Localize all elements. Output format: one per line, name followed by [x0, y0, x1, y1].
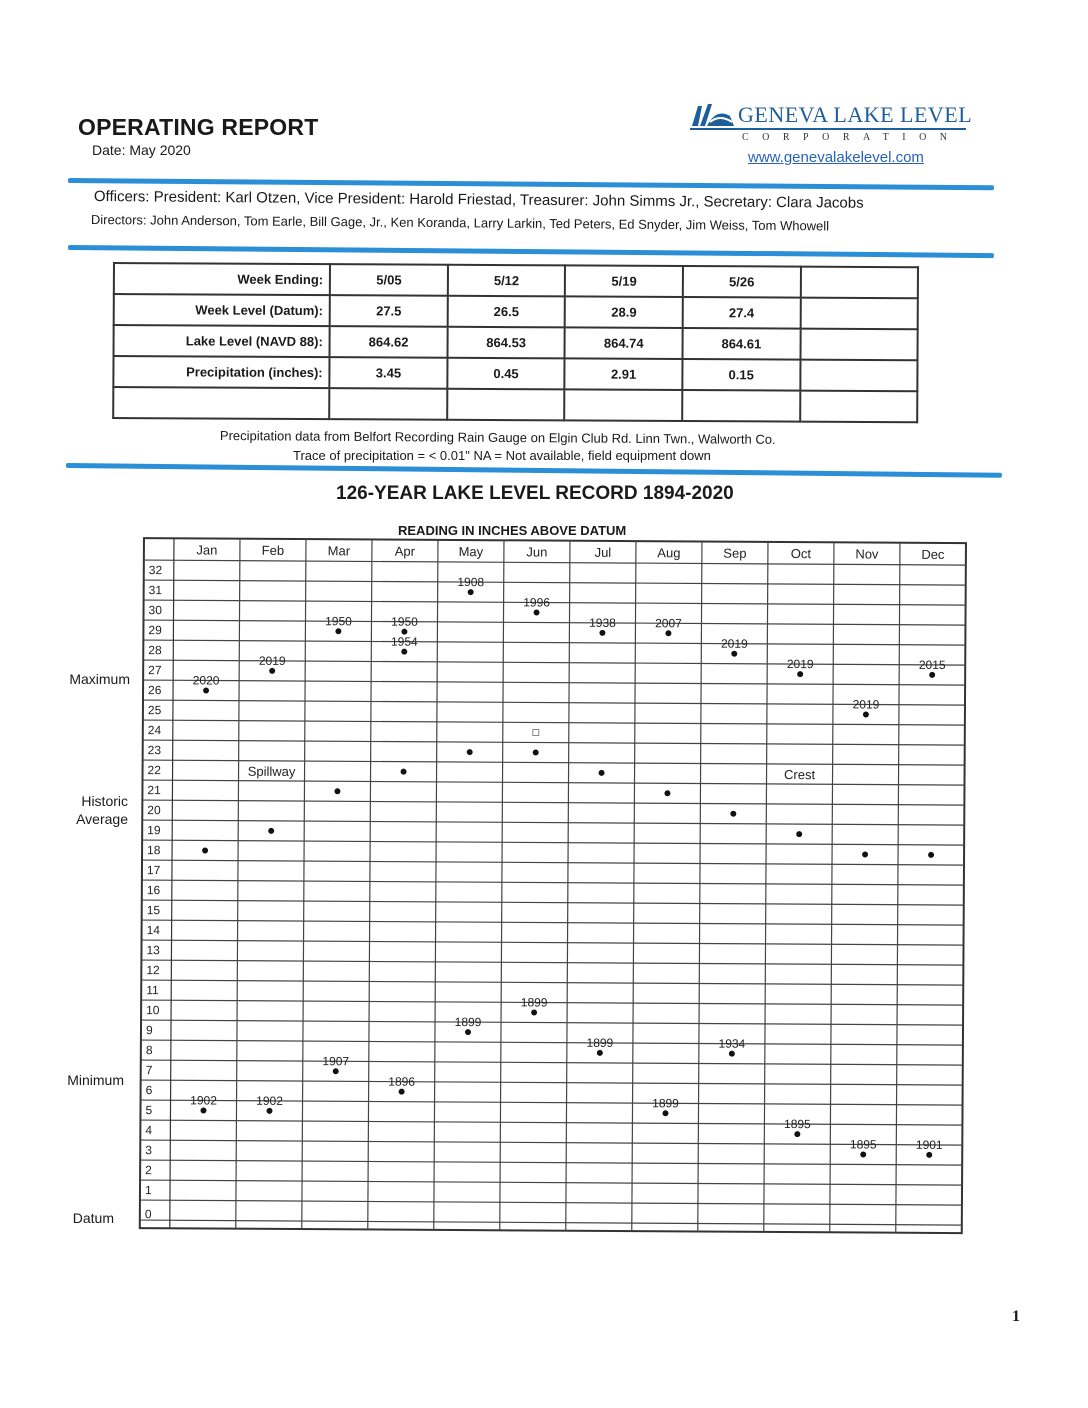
- weekly-cell: 864.61: [683, 328, 801, 360]
- grid-row-line: [141, 1020, 963, 1025]
- month-header: Nov: [855, 546, 879, 562]
- level-label: 28: [148, 643, 162, 658]
- level-label: 30: [148, 603, 162, 618]
- minimum-year-label: 1902: [256, 1093, 283, 1108]
- level-label: 12: [146, 963, 160, 978]
- grid-col-line: [500, 540, 504, 1230]
- minimum-year-label: 1899: [454, 1014, 482, 1030]
- grid-row-line: [144, 580, 966, 585]
- month-header: Apr: [394, 543, 416, 559]
- month-header: Mar: [327, 543, 351, 559]
- page-number: 1: [1012, 1308, 1020, 1325]
- level-label: 32: [148, 563, 163, 578]
- maximum-year-label: 2019: [852, 697, 880, 712]
- weekly-row-label: Precipitation (inches):: [113, 356, 329, 388]
- grid-row-line: [140, 1160, 962, 1165]
- weekly-row: [114, 325, 918, 360]
- grid-row-line: [141, 1080, 963, 1085]
- level-label: 10: [146, 1003, 160, 1018]
- grid-row-line: [140, 1140, 962, 1145]
- historic-average-dot: [268, 828, 274, 834]
- minimum-dot: [597, 1050, 603, 1056]
- grid-col-line: [632, 541, 636, 1231]
- level-label: 14: [146, 923, 160, 938]
- level-label: 5: [145, 1103, 153, 1118]
- minimum-year-label: 1899: [586, 1035, 614, 1050]
- divider-bottom: [66, 463, 1002, 478]
- minimum-dot: [399, 1089, 405, 1095]
- grid-row-line: [142, 940, 964, 945]
- weekly-row-label: Week Level (Datum):: [114, 294, 330, 326]
- level-label: 15: [146, 903, 161, 918]
- level-label: 11: [146, 983, 159, 998]
- current-reading-dot: [533, 749, 539, 755]
- weekly-cell: 0.45: [447, 358, 565, 390]
- level-label: 4: [145, 1123, 153, 1138]
- historic-average-dot: [401, 769, 407, 775]
- level-label: 29: [148, 623, 162, 638]
- grid-row-line: [143, 680, 965, 685]
- minimum-year-label: 1934: [718, 1036, 746, 1051]
- level-label: 22: [147, 763, 161, 778]
- maximum-year-label: 1938: [589, 615, 616, 630]
- weekly-cell: 864.74: [565, 327, 683, 359]
- maximum-dot: [665, 630, 671, 636]
- month-header: Jul: [594, 544, 612, 560]
- minimum-dot: [200, 1107, 206, 1113]
- lake-level-record-chart: [126, 536, 970, 1257]
- grid-row-line: [141, 980, 963, 985]
- weekly-cell: 5/05: [330, 264, 448, 296]
- grid-row-line: [142, 820, 964, 825]
- wave-logo-icon: [690, 102, 736, 128]
- month-header: Jan: [196, 542, 218, 558]
- weekly-cell: 864.62: [330, 326, 448, 358]
- grid-row-line: [143, 720, 965, 725]
- weekly-cell: 28.9: [565, 296, 683, 328]
- record-title: 126-YEAR LAKE LEVEL RECORD 1894-2020: [336, 483, 734, 504]
- grid-row-line: [141, 1000, 963, 1005]
- level-label: 20: [147, 803, 161, 818]
- weekly-cell: 27.4: [683, 297, 801, 329]
- month-header: Aug: [657, 545, 681, 561]
- level-label: 26: [148, 683, 162, 698]
- maximum-dot: [929, 672, 935, 678]
- maximum-year-label: 2007: [655, 616, 682, 631]
- maximum-year-label: 2020: [192, 673, 220, 688]
- level-label: 16: [146, 883, 161, 898]
- grid-row-line: [142, 900, 964, 905]
- current-reading-dot: [467, 749, 473, 755]
- month-header: May: [458, 544, 484, 560]
- level-label: 8: [145, 1043, 153, 1058]
- open-square-marker: [533, 729, 539, 735]
- annotation-label: Spillway: [247, 763, 296, 780]
- annotation-label: Crest: [783, 766, 816, 783]
- minimum-year-label: 1895: [784, 1117, 811, 1132]
- maximum-dot: [599, 630, 605, 636]
- weekly-cell: 5/19: [565, 265, 683, 297]
- grid-row-line: [143, 780, 965, 785]
- grid-row-line: [142, 860, 964, 865]
- weekly-cell: 27.5: [330, 295, 448, 327]
- logo-subtitle: CORPORATION: [742, 132, 961, 143]
- label-maximum: Maximum: [69, 671, 130, 687]
- minimum-dot: [794, 1131, 800, 1137]
- level-label: 1: [144, 1183, 152, 1198]
- page-title: OPERATING REPORT: [78, 114, 319, 140]
- minimum-dot: [266, 1108, 272, 1114]
- weekly-cell: [800, 391, 918, 423]
- maximum-dot: [401, 629, 407, 635]
- maximum-dot: [797, 671, 803, 677]
- logo-divider: [690, 128, 966, 130]
- historic-average-dot: [664, 790, 670, 796]
- historic-average-dot: [730, 811, 736, 817]
- grid-col-line: [302, 539, 306, 1229]
- label-datum: Datum: [72, 1210, 114, 1226]
- maximum-year-label: 1950: [325, 614, 352, 629]
- grid-col-line: [170, 538, 174, 1228]
- minimum-dot: [465, 1029, 471, 1035]
- grid-col-line: [896, 543, 900, 1233]
- historic-average-dot: [796, 831, 802, 837]
- maximum-year-label: 2015: [918, 657, 946, 672]
- level-label: 27: [148, 663, 162, 678]
- weekly-cell: [800, 298, 918, 330]
- grid-row-line: [143, 740, 965, 745]
- minimum-year-label: 1899: [520, 995, 548, 1010]
- grid-col-line: [236, 539, 240, 1229]
- label-historic-average: Historic Average: [76, 793, 128, 827]
- grid-row-line: [142, 840, 964, 845]
- grid-row-line: [143, 700, 965, 705]
- level-label: 21: [147, 783, 161, 798]
- minimum-year-label: 1899: [652, 1096, 679, 1111]
- maximum-year-label: 1950: [391, 614, 418, 629]
- maximum-year-label: 2019: [786, 657, 814, 672]
- historic-average-dot: [334, 788, 340, 794]
- level-label: 13: [146, 943, 160, 958]
- level-label: 19: [147, 823, 161, 838]
- weekly-cell: [329, 388, 447, 420]
- company-logo: [690, 100, 973, 170]
- month-header: Oct: [790, 546, 812, 562]
- minimum-year-label: 1901: [915, 1137, 943, 1152]
- precipitation-legend-note: Trace of precipitation = < 0.01" NA = Not available, field equipment down: [293, 448, 711, 463]
- minimum-year-label: 1895: [849, 1137, 877, 1152]
- month-header: Jun: [526, 544, 548, 560]
- weekly-row-label: Lake Level (NAVD 88):: [114, 325, 330, 357]
- level-label: 7: [145, 1063, 153, 1078]
- weekly-row: [113, 387, 917, 422]
- maximum-dot: [203, 687, 209, 693]
- weekly-cell: 5/26: [683, 266, 801, 298]
- grid-row-line: [143, 620, 965, 625]
- grid-row-line: [142, 800, 964, 805]
- grid-row-line: [141, 1060, 963, 1065]
- maximum-dot: [335, 628, 341, 634]
- weekly-row: [113, 356, 917, 391]
- minimum-dot: [531, 1009, 537, 1015]
- officers-line: Officers: President: Karl Otzen, Vice President: Harold Friestad, Treasurer: John Simms Jr., Secretary: Clara Jacobs: [93, 188, 864, 212]
- maximum-dot: [401, 649, 407, 655]
- minimum-year-label: 1907: [322, 1054, 350, 1069]
- month-header: Feb: [261, 542, 285, 558]
- level-label: 9: [145, 1023, 153, 1038]
- grid-row-line: [141, 1040, 963, 1045]
- grid-col-line: [830, 542, 834, 1232]
- level-label: 2: [145, 1163, 152, 1178]
- minimum-year-label: 1902: [190, 1093, 217, 1108]
- logo-name: GENEVA LAKE LEVEL: [738, 102, 973, 127]
- grid-row-line: [140, 1180, 962, 1185]
- weekly-row-label: Week Ending:: [114, 263, 330, 295]
- maximum-dot: [269, 668, 275, 674]
- grid-col-line: [368, 539, 372, 1229]
- weekly-cell: 3.45: [330, 357, 448, 389]
- maximum-dot: [863, 711, 869, 717]
- grid-row-line: [142, 880, 964, 885]
- grid-row-line: [140, 1220, 962, 1225]
- weekly-cell: [800, 360, 918, 392]
- weekly-cell: [800, 329, 918, 361]
- weekly-cell: [800, 267, 918, 299]
- minimum-dot: [926, 1152, 932, 1158]
- minimum-dot: [729, 1051, 735, 1057]
- level-label: 3: [145, 1143, 152, 1158]
- level-label: 24: [147, 723, 162, 738]
- weekly-level-table: [112, 262, 919, 423]
- grid-row-line: [140, 1120, 962, 1125]
- maximum-year-label: 1996: [523, 595, 550, 610]
- maximum-dot: [731, 651, 737, 657]
- weekly-cell: 864.53: [447, 327, 565, 359]
- grid-row-line: [144, 600, 966, 605]
- website-link[interactable]: www.genevalakelevel.com: [748, 149, 924, 166]
- weekly-cell: 0.15: [682, 359, 800, 391]
- level-label: 6: [145, 1083, 153, 1098]
- weekly-row: [114, 294, 918, 329]
- maximum-year-label: 1908: [457, 575, 485, 590]
- minimum-year-label: 1896: [388, 1074, 416, 1089]
- maximum-dot: [534, 609, 540, 615]
- level-label: 0: [144, 1207, 152, 1222]
- level-label: 23: [147, 743, 162, 758]
- weekly-cell: [565, 389, 683, 421]
- divider-middle: [68, 245, 994, 258]
- grid-row-line: [141, 960, 963, 965]
- grid-row-line: [144, 560, 966, 565]
- weekly-cell: 2.91: [565, 358, 683, 390]
- weekly-cell: 5/12: [448, 265, 566, 297]
- grid-col-line: [566, 541, 570, 1231]
- record-subtitle: READING IN INCHES ABOVE DATUM: [398, 523, 627, 538]
- weekly-cell: [682, 390, 800, 422]
- historic-average-dot: [202, 847, 208, 853]
- level-label: 25: [147, 703, 162, 718]
- grid-row-line: [142, 920, 964, 925]
- level-label: 17: [146, 863, 161, 878]
- weekly-cell: [447, 389, 565, 421]
- grid-col-line: [434, 540, 438, 1230]
- minimum-dot: [333, 1068, 339, 1074]
- precipitation-source-note: Precipitation data from Belfort Recording Rain Gauge on Elgin Club Rd. Linn Twn., Walworth Co.: [219, 428, 776, 447]
- month-header: Dec: [921, 546, 945, 562]
- month-header: Sep: [723, 545, 747, 561]
- maximum-year-label: 2019: [720, 636, 748, 651]
- maximum-year-label: 1954: [390, 634, 418, 649]
- minimum-dot: [860, 1151, 866, 1157]
- grid-col-line: [764, 542, 768, 1232]
- grid-row-line: [140, 1200, 962, 1205]
- maximum-dot: [468, 589, 474, 595]
- directors-line: Directors: John Anderson, Tom Earle, Bill Gage, Jr., Ken Koranda, Larry Larkin, Ted Peters, Ed Snyder, Jim Weiss, Tom Whowell: [90, 212, 830, 234]
- grid-col-line: [698, 541, 702, 1231]
- grid-row-line: [143, 640, 965, 645]
- historic-average-dot: [862, 851, 868, 857]
- weekly-cell: 26.5: [447, 296, 565, 328]
- level-label: 31: [148, 583, 163, 598]
- minimum-dot: [662, 1110, 668, 1116]
- historic-average-dot: [599, 770, 605, 776]
- report-date: Date: May 2020: [92, 142, 191, 158]
- label-minimum: Minimum: [67, 1072, 124, 1088]
- level-label: 18: [147, 843, 161, 858]
- historic-average-dot: [928, 852, 934, 858]
- weekly-row: [114, 263, 918, 298]
- maximum-year-label: 2019: [258, 653, 286, 668]
- weekly-row-label: [113, 387, 329, 419]
- record-grid-svg: [126, 536, 970, 1257]
